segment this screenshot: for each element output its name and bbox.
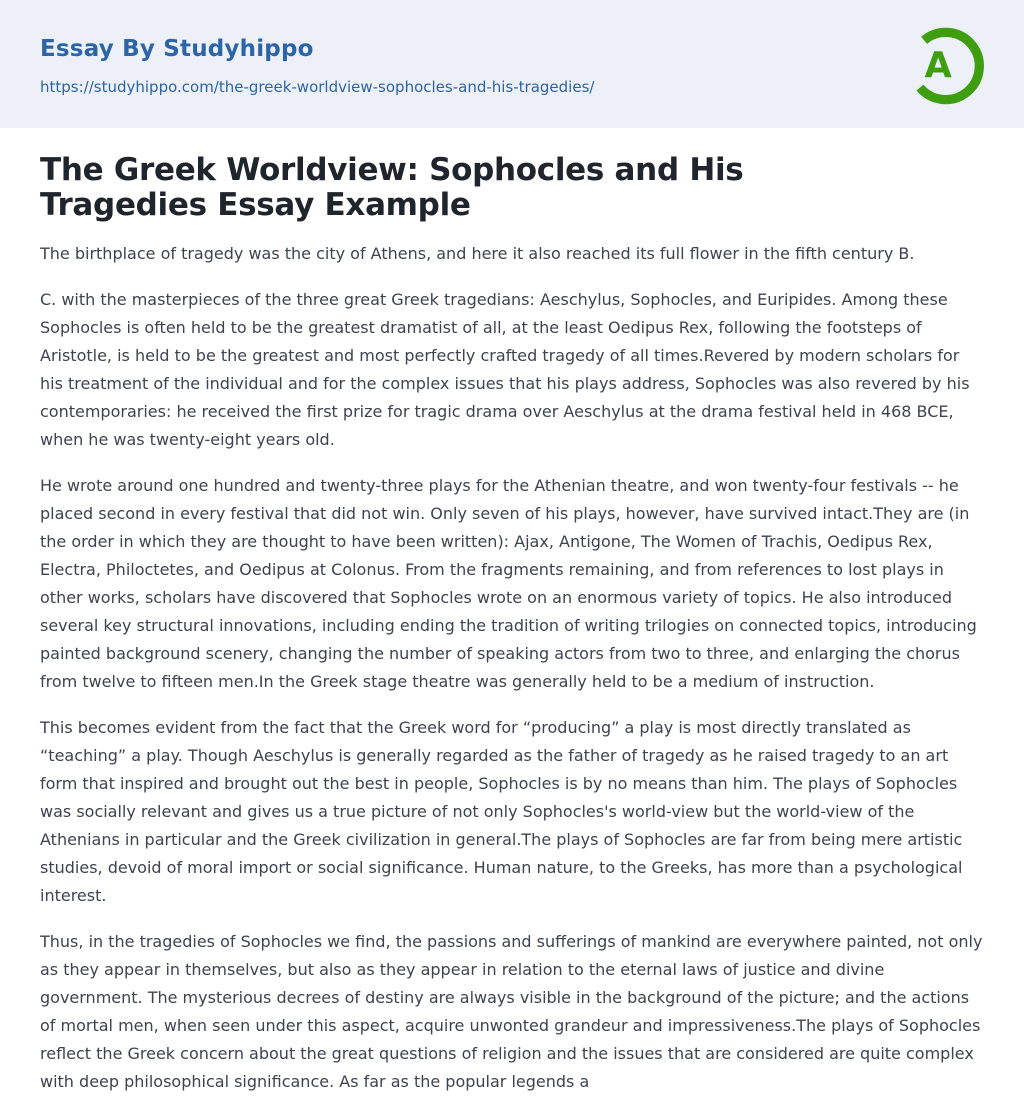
essay-paragraph-1: The birthplace of tragedy was the city of Athens, and here it also reached its full flower in the fifth century B. <box>40 244 915 264</box>
site-label: Essay By Studyhippo <box>40 36 314 62</box>
essay-paragraph-3: He wrote around one hundred and twenty-three plays for the Athenian theatre, and won twenty-four festivals -- he placed second in every festival that did not win. Only seven of his plays, however, have survived intact.They are (in the order in which they are thought to have been written): Ajax, Antigone, The Women of Trachis, Oedipus Rex, Electra, Philoctetes, and Oedipus at Colonus. From the fragments remaining, and from references to lost plays in other works, scholars have discovered that Sophocles wrote on an enormous variety of topics. He also introduced several key structural innovations, including ending the tradition of writing trilogies on connected topics, introducing painted background scenery, changing the number of speaking actors from two to three, and enlarging the chorus from twelve to fifteen men.In the Greek stage theatre was generally held to be a medium of instruction. <box>40 476 977 692</box>
logo-letter: A <box>924 44 952 86</box>
page-title: The Greek Worldview: Sophocles and His Tragedies Essay Example <box>40 152 744 224</box>
page-header <box>0 0 1024 128</box>
studyhippo-logo <box>902 22 986 110</box>
essay-content <box>0 128 1024 1096</box>
page-url-link[interactable]: https://studyhippo.com/the-greek-worldview-sophocles-and-his-tragedies/ <box>40 78 595 96</box>
essay-paragraph-2: C. with the masterpieces of the three great Greek tragedians: Aeschylus, Sophocles, and Euripides. Among these Sophocles is often held to be the greatest dramatist of all, at the least Oedipus Rex, following the footsteps of Aristotle, is held to be the greatest and most perfectly crafted tragedy of all times.Revered by modern scholars for his treatment of the individual and for the complex issues that his plays address, Sophocles was also revered by his contemporaries: he received the first prize for tragic drama over Aeschylus at the drama festival held in 468 BCE, when he was twenty-eight years old. <box>40 290 970 450</box>
header-text-block <box>40 36 594 96</box>
essay-paragraph-5: Thus, in the tragedies of Sophocles we find, the passions and sufferings of mankind are everywhere painted, not only as they appear in themselves, but also as they appear in relation to the eternal laws of justice and divine government. The mysterious decrees of destiny are always visible in the background of the picture; and the actions of mortal men, when seen under this aspect, acquire unwonted grandeur and impressiveness.The plays of Sophocles reflect the Greek concern about the great questions of religion and the issues that are considered are quite complex with deep philosophical significance. As far as the popular legends a <box>40 932 983 1092</box>
essay-paragraph-4: This becomes evident from the fact that the Greek word for “producing” a play is most directly translated as “teaching” a play. Though Aeschylus is generally regarded as the father of tragedy as he raised tragedy to an art form that inspired and brought out the best in people, Sophocles is by no means than him. The plays of Sophocles was socially relevant and gives us a true picture of not only Sophocles's world-view but the world-view of the Athenians in particular and the Greek civilization in general.The plays of Sophocles are far from being mere artistic studies, devoid of moral import or social significance. Human nature, to the Greeks, has more than a psychological interest. <box>40 718 963 906</box>
